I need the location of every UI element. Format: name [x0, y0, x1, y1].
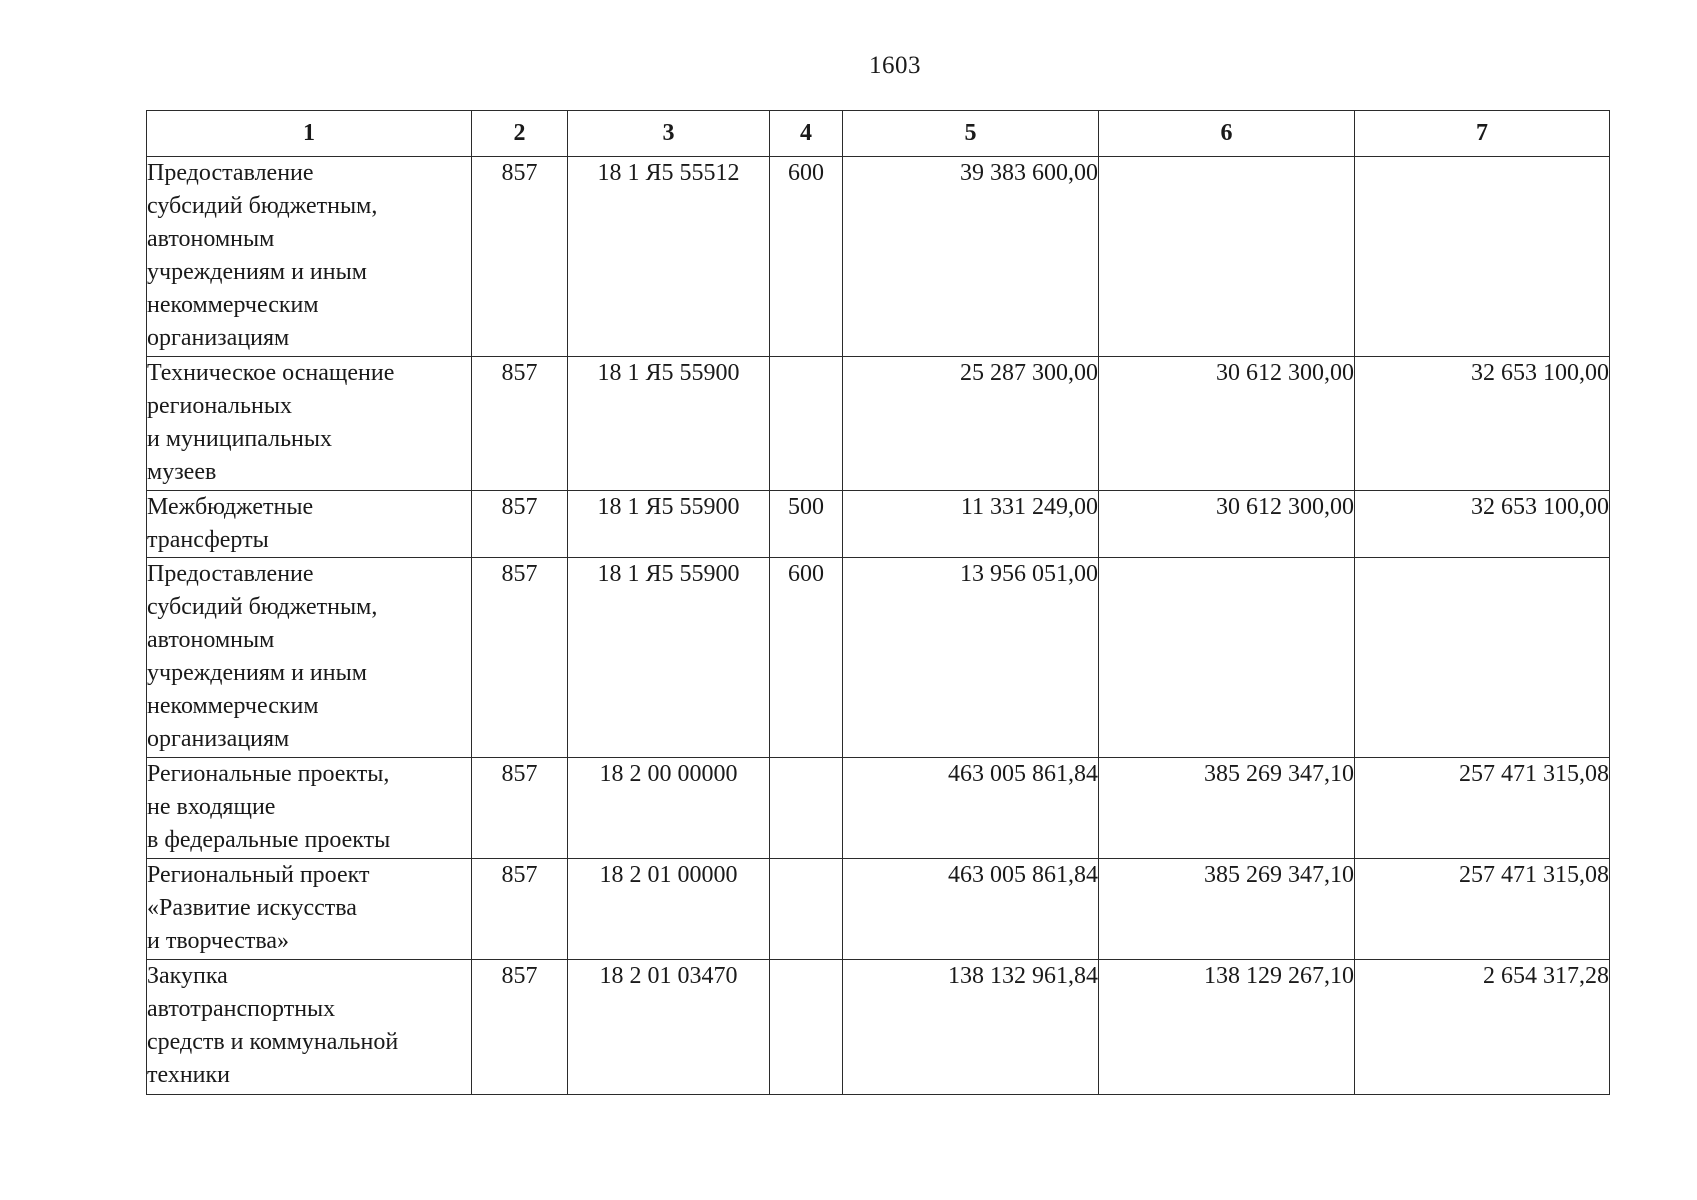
target-article-cell: 18 1 Я5 55900 — [568, 558, 770, 758]
column-header: 1 — [147, 111, 472, 157]
amount-col5-cell: 138 132 961,84 — [843, 960, 1099, 1095]
amount-col7-cell: 257 471 315,08 — [1355, 758, 1610, 859]
row-name-line: региональных — [147, 393, 292, 419]
row-name-line: Предоставление — [147, 160, 314, 186]
table-row — [147, 157, 1610, 357]
row-name-line: Региональный проект — [147, 862, 370, 888]
row-name-line: автономным — [147, 226, 275, 252]
row-name-line: Предоставление — [147, 561, 314, 587]
amount-col5-cell: 13 956 051,00 — [843, 558, 1099, 758]
amount-col5-cell: 463 005 861,84 — [843, 758, 1099, 859]
amount-col6-cell: 138 129 267,10 — [1099, 960, 1355, 1095]
row-name-line: субсидий бюджетным, — [147, 193, 378, 219]
row-name-line: музеев — [147, 459, 217, 485]
table-row — [147, 357, 1610, 491]
row-name-line: техники — [147, 1062, 231, 1088]
row-name-line: и муниципальных — [147, 426, 333, 452]
admin-code-cell: 857 — [472, 157, 568, 357]
expense-type-cell: 500 — [770, 491, 843, 558]
target-article-cell: 18 2 01 00000 — [568, 859, 770, 960]
amount-col6-cell: 30 612 300,00 — [1099, 357, 1355, 491]
admin-code-cell: 857 — [472, 758, 568, 859]
row-name-line: в федеральные проекты — [147, 827, 391, 853]
amount-col7-cell — [1355, 157, 1610, 357]
column-header: 2 — [472, 111, 568, 157]
column-header: 4 — [770, 111, 843, 157]
target-article-cell: 18 2 01 03470 — [568, 960, 770, 1095]
admin-code-cell: 857 — [472, 859, 568, 960]
admin-code-cell: 857 — [472, 491, 568, 558]
amount-col5-cell: 11 331 249,00 — [843, 491, 1099, 558]
row-name-line: и творчества» — [147, 928, 290, 954]
amount-col7-cell: 257 471 315,08 — [1355, 859, 1610, 960]
expense-type-cell — [770, 758, 843, 859]
row-name-line: автотранспортных — [147, 996, 336, 1022]
amount-col5-cell: 39 383 600,00 — [843, 157, 1099, 357]
column-header: 3 — [568, 111, 770, 157]
row-name-line: трансферты — [147, 527, 269, 553]
amount-col7-cell: 32 653 100,00 — [1355, 491, 1610, 558]
row-name-line: Региональные проекты, — [147, 761, 390, 787]
row-name-line: субсидий бюджетным, — [147, 594, 378, 620]
row-name-cell — [147, 558, 472, 758]
expense-type-cell: 600 — [770, 558, 843, 758]
row-name-cell — [147, 960, 472, 1095]
amount-col6-cell — [1099, 157, 1355, 357]
expense-type-cell — [770, 859, 843, 960]
table-row — [147, 558, 1610, 758]
row-name-line: не входящие — [147, 794, 276, 820]
row-name-cell — [147, 491, 472, 558]
row-name-line: автономным — [147, 627, 275, 653]
column-header: 7 — [1355, 111, 1610, 157]
expense-type-cell — [770, 960, 843, 1095]
table-row — [147, 859, 1610, 960]
amount-col6-cell: 30 612 300,00 — [1099, 491, 1355, 558]
amount-col7-cell: 2 654 317,28 — [1355, 960, 1610, 1095]
page-number: 1603 — [869, 52, 921, 79]
row-name-cell — [147, 157, 472, 357]
row-name-line: учреждениям и иным — [147, 660, 367, 686]
target-article-cell: 18 2 00 00000 — [568, 758, 770, 859]
admin-code-cell: 857 — [472, 357, 568, 491]
row-name-cell — [147, 859, 472, 960]
row-name-line: организациям — [147, 325, 290, 351]
expense-type-cell — [770, 357, 843, 491]
row-name-line: некоммерческим — [147, 292, 319, 318]
table-header-row — [147, 111, 1610, 157]
row-name-line: средств и коммунальной — [147, 1029, 399, 1055]
column-header: 6 — [1099, 111, 1355, 157]
row-name-line: «Развитие искусства — [147, 895, 357, 921]
amount-col7-cell: 32 653 100,00 — [1355, 357, 1610, 491]
admin-code-cell: 857 — [472, 960, 568, 1095]
row-name-line: некоммерческим — [147, 693, 319, 719]
row-name-line: организациям — [147, 726, 290, 752]
target-article-cell: 18 1 Я5 55900 — [568, 357, 770, 491]
amount-col6-cell: 385 269 347,10 — [1099, 758, 1355, 859]
row-name-line: Закупка — [147, 963, 228, 989]
row-name-cell — [147, 758, 472, 859]
table-row — [147, 758, 1610, 859]
row-name-line: Техническое оснащение — [147, 360, 395, 386]
admin-code-cell: 857 — [472, 558, 568, 758]
amount-col5-cell: 463 005 861,84 — [843, 859, 1099, 960]
row-name-line: учреждениям и иным — [147, 259, 367, 285]
row-name-line: Межбюджетные — [147, 494, 314, 520]
amount-col6-cell — [1099, 558, 1355, 758]
budget-table — [146, 110, 1610, 1095]
target-article-cell: 18 1 Я5 55900 — [568, 491, 770, 558]
table-row — [147, 491, 1610, 558]
row-name-cell — [147, 357, 472, 491]
target-article-cell: 18 1 Я5 55512 — [568, 157, 770, 357]
column-header: 5 — [843, 111, 1099, 157]
amount-col5-cell: 25 287 300,00 — [843, 357, 1099, 491]
table-row — [147, 960, 1610, 1095]
amount-col7-cell — [1355, 558, 1610, 758]
amount-col6-cell: 385 269 347,10 — [1099, 859, 1355, 960]
expense-type-cell: 600 — [770, 157, 843, 357]
